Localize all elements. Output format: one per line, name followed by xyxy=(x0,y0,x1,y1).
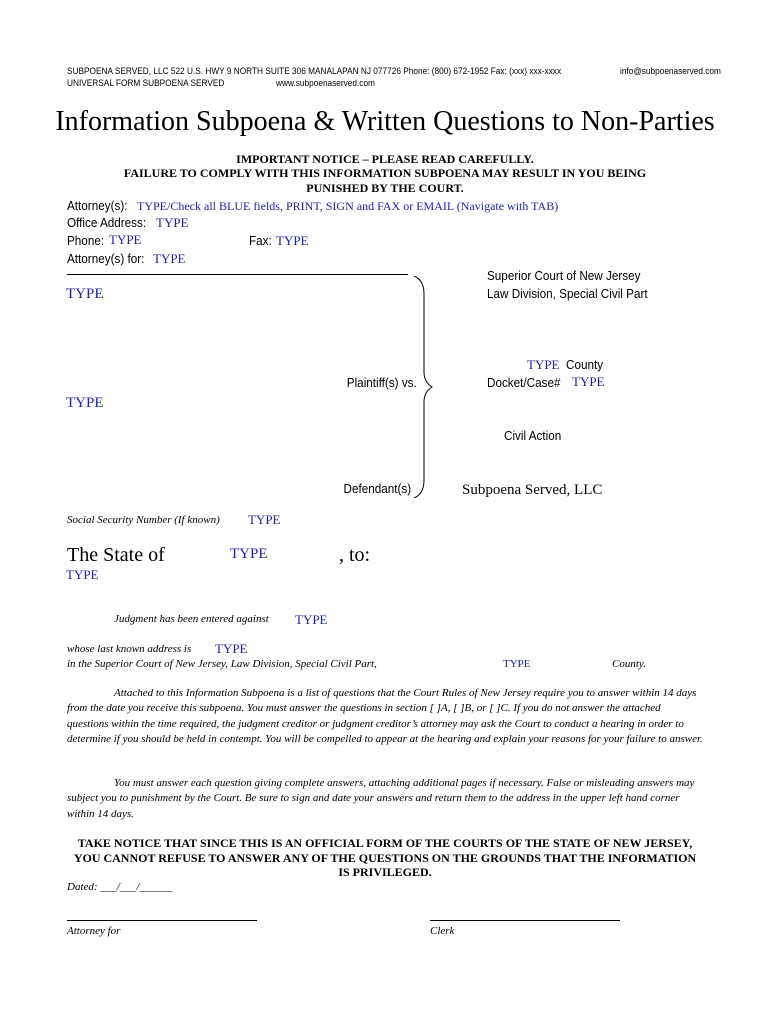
state-field[interactable]: TYPE xyxy=(230,546,268,562)
state-of-label: The State of xyxy=(67,544,165,566)
docket-label: Docket/Case# xyxy=(487,375,561,390)
clerk-signature-line[interactable] xyxy=(430,920,620,921)
office-address-field[interactable]: TYPE xyxy=(156,215,189,230)
caption-top-rule xyxy=(67,274,408,275)
address-label: whose last known address is xyxy=(67,643,192,655)
notice-line-1: IMPORTANT NOTICE – PLEASE READ CAREFULLY. xyxy=(236,152,534,166)
judgment-county-label: County. xyxy=(612,658,646,670)
defendant-field[interactable]: TYPE xyxy=(66,395,104,411)
court-text: in the Superior Court of New Jersey, Law Division, Special Civil Part, xyxy=(67,658,377,670)
docket-field[interactable]: TYPE xyxy=(572,374,605,389)
court-name: Superior Court of New Jersey xyxy=(487,268,641,283)
fax-field[interactable]: TYPE xyxy=(276,233,309,248)
attorneys-field[interactable]: TYPE/Check all BLUE fields, PRINT, SIGN and FAX or EMAIL (Navigate with TAB) xyxy=(137,199,559,213)
attorneys-label: Attorney(s): xyxy=(67,198,128,213)
defendant-label: Defendant(s) xyxy=(343,481,411,496)
attorneys-for-label: Attorney(s) for: xyxy=(67,251,145,266)
county-field[interactable]: TYPE xyxy=(527,357,560,372)
attorneys-for-field[interactable]: TYPE xyxy=(153,251,186,266)
plaintiff-label: Plaintiff(s) vs. xyxy=(346,375,417,390)
dated-field[interactable]: Dated: ___/___/______ xyxy=(67,881,173,893)
phone-field[interactable]: TYPE xyxy=(109,232,142,247)
clerk-signature-label: Clerk xyxy=(430,925,455,937)
header-email: info@subpoenaserved.com xyxy=(620,66,721,76)
header-company-line: SUBPOENA SERVED, LLC 522 U.S. HWY 9 NORTH SUITE 306 MANALAPAN NJ 077726 Phone: (800) 672-1952 Fax: (xxx) xxx-xxxx xyxy=(67,66,562,76)
attorney-signature-label: Attorney for xyxy=(67,925,121,937)
paragraph-instructions: Attached to this Information Subpoena is a list of questions that the Court Rules of New Jersey require you to answer within 14 days from the date you receive this subpoena. You must answer the questions in section [ ]A, [ ]B, or [ ]C. If you do not answer the attached questions within the time required, the judgment creditor or judgment creditor’s attorney may ask the Court to conduct a hearing in order to determine if you should be held in contempt. You will be compelled to appear at the hearing and explain your reasons for your failure to answer. xyxy=(67,687,703,745)
recipient-field[interactable]: TYPE xyxy=(66,567,99,582)
judgment-against-field[interactable]: TYPE xyxy=(295,612,328,627)
paragraph-answers: You must answer each question giving complete answers, attaching additional pages if necessary. False or misleading answers may subject you to punishment by the Court. Be sure to sign and date your answers and return them to the address in the upper left hand corner within 14 days. xyxy=(67,777,695,820)
county-label: County xyxy=(566,357,604,372)
phone-label: Phone: xyxy=(67,233,105,248)
address-field[interactable]: TYPE xyxy=(215,641,248,656)
court-division: Law Division, Special Civil Part xyxy=(487,286,648,301)
judgment-against-label: Judgment has been entered against xyxy=(114,613,269,625)
plaintiff-field[interactable]: TYPE xyxy=(66,286,104,302)
served-by-text: Subpoena Served, LLC xyxy=(462,482,603,498)
notice-line-2: FAILURE TO COMPLY WITH THIS INFORMATION SUBPOENA MAY RESULT IN YOU BEING xyxy=(123,166,647,180)
fax-label: Fax: xyxy=(249,233,272,248)
header-form-name: UNIVERSAL FORM SUBPOENA SERVED xyxy=(67,78,225,88)
ssn-field[interactable]: TYPE xyxy=(248,512,281,527)
official-notice: TAKE NOTICE THAT SINCE THIS IS AN OFFICIAL FORM OF THE COURTS OF THE STATE OF NEW JERSEY, YOU CANNOT REFUSE TO ANSWER ANY OF THE QUESTIONS ON THE GROUNDS THAT THE INFORMATION IS PRIVILEGED. xyxy=(73,836,697,879)
attorney-signature-line[interactable] xyxy=(67,920,257,921)
ssn-label: Social Security Number (If known) xyxy=(67,514,220,526)
state-to-label: , to: xyxy=(339,544,371,566)
office-address-label: Office Address: xyxy=(67,215,147,230)
page-title: Information Subpoena & Written Questions to Non-Parties xyxy=(55,106,715,137)
judgment-county-field[interactable]: TYPE xyxy=(503,658,531,670)
header-website: www.subpoenaserved.com xyxy=(276,78,375,88)
civil-action-label: Civil Action xyxy=(504,428,562,443)
notice-line-3: PUNISHED BY THE COURT. xyxy=(306,181,464,195)
